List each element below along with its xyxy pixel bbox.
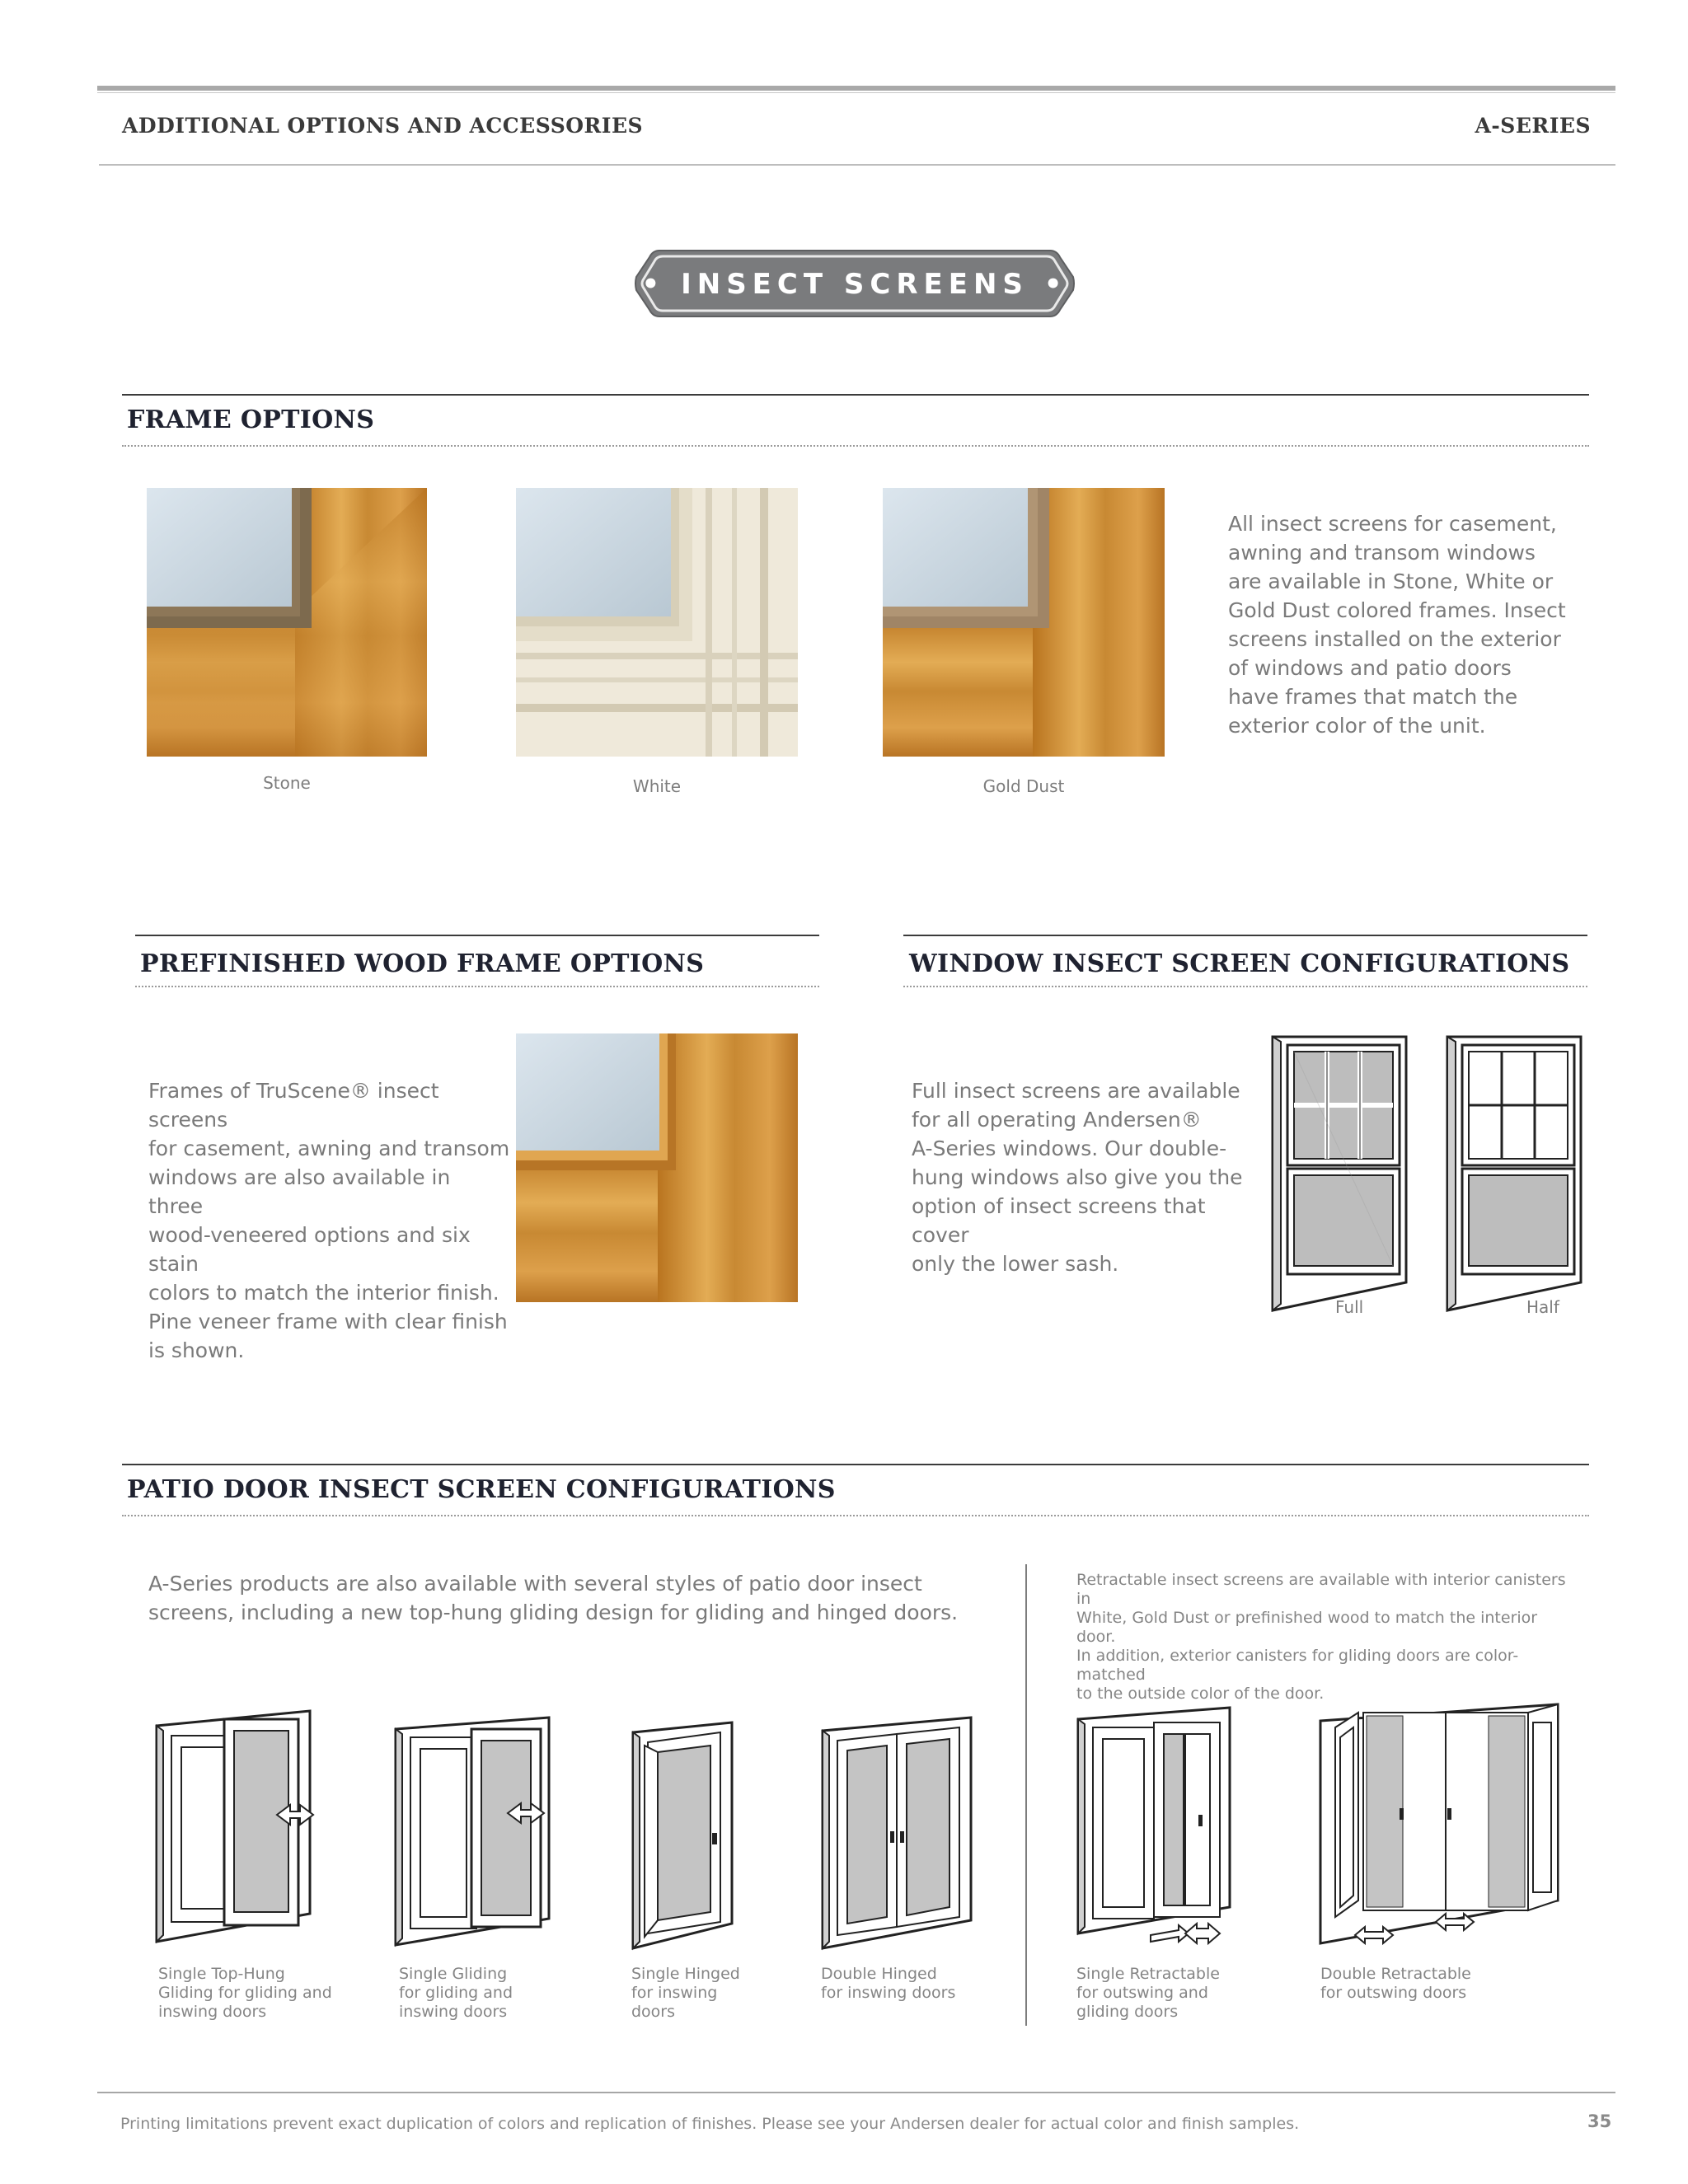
door-caption-line: for gliding and xyxy=(399,1984,513,2002)
retractable-note-line: Retractable insect screens are available with interior canisters in xyxy=(1076,1571,1566,1608)
door-caption-line: Single Hinged xyxy=(631,1965,740,1983)
pine-veneer-swatch xyxy=(516,1033,798,1302)
single-hinged-door-illustration xyxy=(630,1714,737,1953)
patio-description-line: A-Series products are also available with several styles of patio door insect xyxy=(148,1572,922,1596)
prefinished-description xyxy=(148,1076,511,1365)
door-caption-single-hinged xyxy=(631,1965,740,2022)
footer-rule xyxy=(97,2092,1615,2093)
prefinished-rule xyxy=(135,935,819,936)
window-config-line: for all operating Andersen® xyxy=(912,1108,1202,1132)
prefinished-title: PREFINISHED WOOD FRAME OPTIONS xyxy=(140,949,705,978)
door-caption-line: inswing doors xyxy=(399,2003,508,2021)
door-caption-single-gliding xyxy=(399,1965,513,2022)
patio-config-description xyxy=(148,1569,973,1627)
frame-options-description: All insect screens for casement, awning and transom windows are available in Stone, White or Gold Dust colored frames. Insect screens installed on the exterior of windows and patio doors have frames that match the exterior color of the unit. xyxy=(1228,512,1566,738)
window-config-line: Full insect screens are available xyxy=(912,1079,1240,1103)
window-label-half: Half xyxy=(1526,1297,1559,1317)
top-rule-thin xyxy=(97,92,1615,93)
window-half-screen-illustration xyxy=(1444,1035,1584,1312)
header-rule xyxy=(99,164,1615,166)
swatch-label-gold-dust: Gold Dust xyxy=(982,776,1065,796)
gold-dust-frame-swatch xyxy=(883,488,1165,757)
prefinished-line: for casement, awning and transom xyxy=(148,1137,510,1160)
prefinished-line: Frames of TruScene® insect screens xyxy=(148,1079,439,1132)
badge-title: • INSECT SCREENS • xyxy=(641,268,1068,301)
single-top-hung-door-illustration xyxy=(153,1703,315,1943)
frame-options-dots xyxy=(122,445,1589,447)
window-config-rule xyxy=(903,935,1587,936)
window-config-line: only the lower sash. xyxy=(912,1252,1119,1276)
single-gliding-door-illustration xyxy=(392,1711,554,1950)
double-hinged-door-illustration xyxy=(819,1711,976,1953)
swatch-label-white: White xyxy=(632,776,682,796)
window-config-line: A-Series windows. Our double- xyxy=(912,1137,1227,1160)
window-config-description xyxy=(912,1076,1266,1278)
double-retractable-door-illustration xyxy=(1317,1694,1559,1950)
patio-config-dots xyxy=(122,1515,1589,1516)
door-caption-single-retractable xyxy=(1076,1965,1220,2022)
door-caption-single-top-hung xyxy=(158,1965,332,2022)
door-caption-line: Single Gliding xyxy=(399,1965,508,1983)
stone-frame-swatch xyxy=(147,488,427,757)
window-config-line: hung windows also give you the xyxy=(912,1165,1243,1189)
page-number: 35 xyxy=(1587,2111,1612,2131)
retractable-note-line: White, Gold Dust or prefinished wood to match the interior door. xyxy=(1076,1609,1538,1646)
top-rule xyxy=(97,86,1615,91)
header-series: A-SERIES xyxy=(1475,114,1591,138)
patio-config-title: PATIO DOOR INSECT SCREEN CONFIGURATIONS xyxy=(127,1475,836,1504)
prefinished-dots xyxy=(135,986,819,987)
retractable-note xyxy=(1076,1571,1571,1704)
door-caption-line: for outswing and xyxy=(1076,1984,1208,2002)
window-label-full: Full xyxy=(1335,1297,1364,1317)
swatch-label-stone: Stone xyxy=(263,773,311,793)
prefinished-line: colors to match the interior finish. xyxy=(148,1281,499,1305)
door-caption-line: for inswing doors xyxy=(821,1984,956,2002)
window-config-dots xyxy=(903,986,1587,987)
door-caption-line: for outswing doors xyxy=(1320,1984,1467,2002)
prefinished-line: wood-veneered options and six stain xyxy=(148,1223,471,1276)
header-section-title: ADDITIONAL OPTIONS AND ACCESSORIES xyxy=(122,114,644,138)
frame-options-title: FRAME OPTIONS xyxy=(127,405,375,434)
insect-screens-badge xyxy=(635,249,1075,318)
window-config-line: option of insect screens that cover xyxy=(912,1194,1206,1247)
door-caption-line: Single Top-Hung xyxy=(158,1965,285,1983)
door-caption-line: inswing doors xyxy=(158,2003,267,2021)
prefinished-line: Pine veneer frame with clear finish xyxy=(148,1310,508,1333)
door-caption-line: Double Hinged xyxy=(821,1965,937,1983)
door-caption-double-hinged xyxy=(821,1965,955,2003)
white-frame-swatch xyxy=(516,488,798,757)
window-config-title: WINDOW INSECT SCREEN CONFIGURATIONS xyxy=(909,949,1570,978)
prefinished-line: is shown. xyxy=(148,1338,245,1362)
retractable-note-line: to the outside color of the door. xyxy=(1076,1685,1325,1703)
door-caption-line: gliding doors xyxy=(1076,2003,1179,2021)
frame-options-rule xyxy=(122,394,1589,396)
patio-description-line: screens, including a new top-hung gliding design for gliding and hinged doors. xyxy=(148,1601,959,1624)
footer-note: Printing limitations prevent exact duplication of colors and replication of finishes. Please see your Andersen dealer for actual color and finish samples. xyxy=(120,2115,1300,2133)
prefinished-line: windows are also available in three xyxy=(148,1165,451,1218)
door-caption-line: Gliding for gliding and xyxy=(158,1984,332,2002)
door-caption-line: for inswing xyxy=(631,1984,718,2002)
patio-config-rule xyxy=(122,1464,1589,1465)
door-caption-line: doors xyxy=(631,2003,676,2021)
retractable-note-line: In addition, exterior canisters for gliding doors are color-matched xyxy=(1076,1647,1519,1684)
door-caption-line: Single Retractable xyxy=(1076,1965,1220,1983)
single-retractable-door-illustration xyxy=(1075,1703,1235,1950)
window-full-screen-illustration xyxy=(1269,1035,1409,1312)
door-caption-double-retractable xyxy=(1320,1965,1471,2003)
retractable-divider xyxy=(1025,1564,1027,2026)
door-caption-line: Double Retractable xyxy=(1320,1965,1471,1983)
